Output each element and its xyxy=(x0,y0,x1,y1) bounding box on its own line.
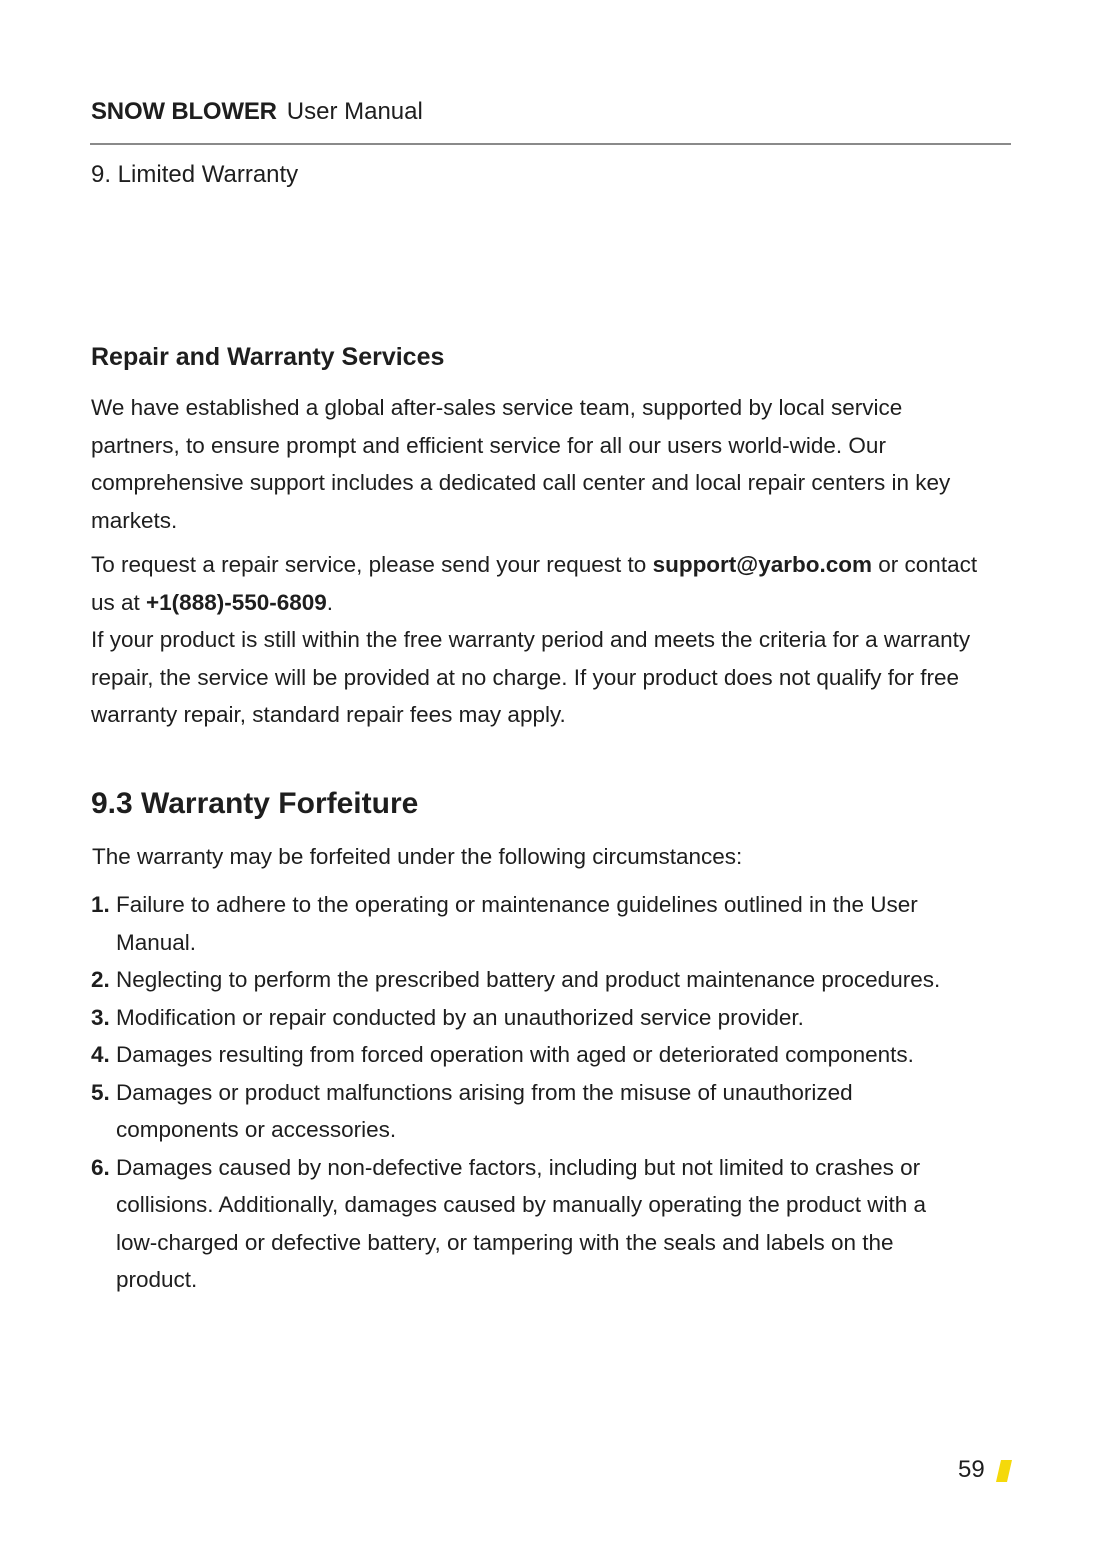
product-name: SNOW BLOWER xyxy=(91,98,277,125)
list-item-number: 1. xyxy=(91,892,110,917)
request-suffix: . xyxy=(326,589,334,615)
repair-paragraph-2 xyxy=(91,546,991,734)
list-item-number: 4. xyxy=(91,1042,110,1067)
list-item-number: 3. xyxy=(91,1004,110,1030)
list-item xyxy=(91,886,971,961)
forfeiture-list xyxy=(91,886,971,1299)
list-item-number: 6. xyxy=(91,1154,110,1180)
chapter-title: 9. Limited Warranty xyxy=(91,161,299,188)
page-accent-mark-icon xyxy=(996,1460,1012,1482)
list-item-number: 2. xyxy=(91,967,110,992)
list-item-text: Neglecting to perform the prescribed battery and product maintenance procedures. xyxy=(116,967,941,992)
request-mid: or contact us at xyxy=(91,552,978,615)
list-item xyxy=(91,1036,971,1074)
running-header xyxy=(91,96,423,128)
repair-paragraph-1-text: We have established a global after-sales service team, supported by local service partners, to ensure prompt and efficient service for all our users world-wide. Our comprehensive support includes a dedicated call center and local repair centers in key markets. xyxy=(91,395,951,533)
list-item-text: Damages resulting from forced operation with aged or deteriorated components. xyxy=(116,1042,914,1067)
repair-paragraph-3-text: If your product is still within the free warranty period and meets the criteria for a warranty repair, the service will be provided at no charge. If your product does not qualify for free warranty repair, standard repair fees may apply. xyxy=(91,627,971,727)
list-item xyxy=(91,999,971,1037)
support-email: support@yarbo.com xyxy=(652,552,873,577)
repair-paragraph-1 xyxy=(91,389,991,539)
list-item-text: Damages caused by non-defective factors, including but not limited to crashes or collisions. Additionally, damages caused by manually operating the product with a low-charged or defective battery, or tampering with the seals and labels on the product. xyxy=(116,1154,927,1292)
list-item-text: Damages or product malfunctions arising from the misuse of unauthorized components or accessories. xyxy=(116,1079,853,1142)
list-item-number: 5. xyxy=(91,1079,110,1105)
list-item xyxy=(91,961,971,999)
header-divider xyxy=(90,143,1011,145)
list-item xyxy=(91,1074,971,1149)
repair-request-text xyxy=(91,546,991,621)
page-number: 59 xyxy=(958,1456,985,1483)
list-item-text: Failure to adhere to the operating or maintenance guidelines outlined in the User Manual. xyxy=(116,892,918,955)
warranty-forfeiture-heading: 9.3 Warranty Forfeiture xyxy=(91,787,419,820)
forfeiture-intro: The warranty may be forfeited under the following circumstances: xyxy=(92,844,743,869)
manual-label: User Manual xyxy=(286,98,423,125)
support-phone: +1(888)-550-6809 xyxy=(146,589,327,615)
request-prefix: To request a repair service, please send your request to xyxy=(91,552,653,577)
repair-services-heading: Repair and Warranty Services xyxy=(91,343,445,371)
list-item-text: Modification or repair conducted by an unauthorized service provider. xyxy=(116,1004,804,1030)
list-item xyxy=(91,1149,971,1299)
